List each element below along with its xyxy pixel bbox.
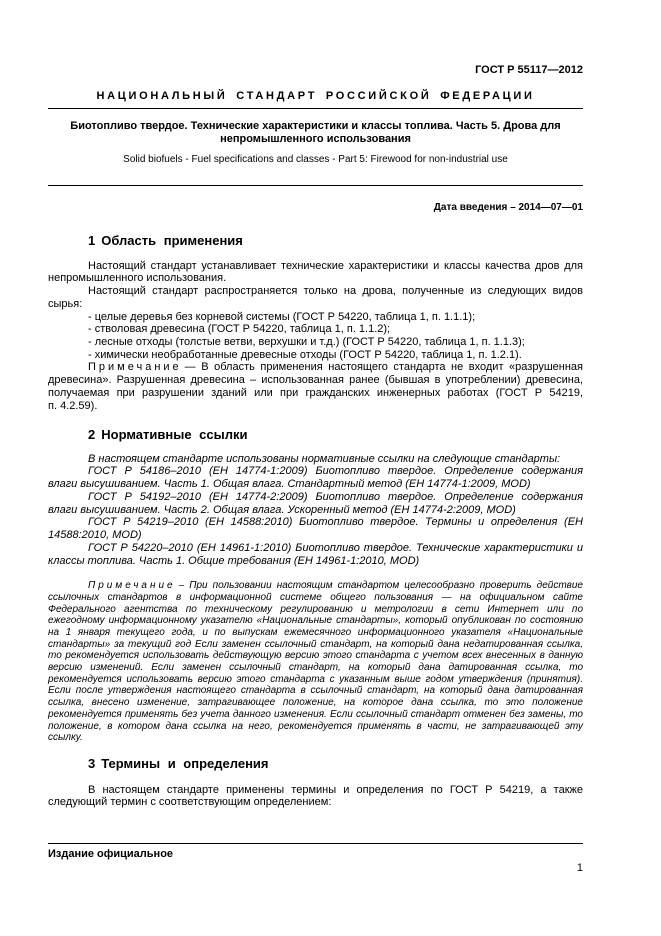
references-note-line: на 1 января текущего года, и по выпускам ежемесячного информационного указателя «Национальные [48,626,583,638]
section-1-body [48,260,583,413]
document-title-en: Solid biofuels - Fuel specifications and classes - Part 5: Firewood for non-industrial use [123,154,508,165]
reference-3-line-1: ГОСТ Р 54219–2010 (ЕН 14588:2010) Биотопливо твердое. Термины и определения (ЕН [88,516,583,529]
section-2-number: 2 [88,426,96,442]
references-note-line: ежегодному информационному указателю «Национальные стандарты», который опубликован по состоянию [48,615,583,627]
reference-2-line-1: ГОСТ Р 54192–2010 (ЕН 14774-2:2009) Биотопливо твердое. Определение содержания [88,490,583,503]
document-title-ru [48,120,583,146]
scope-note-line-3: получаемая при разрушении зданий или при гражданских инженерных работах (ГОСТ Р 54219, [48,386,583,399]
references-intro: В настоящем стандарте использованы нормативные ссылки на следующие стандарты: [88,452,561,465]
section-3-body [48,784,583,810]
references-note-line [48,580,583,592]
effective-date: Дата введения – 2014—07—01 [433,201,583,213]
footer-rule [48,843,583,844]
references-note-line: Если после утверждения настоящего стандарта в ссылочный стандарт, на который дана датированная [48,685,583,697]
section-1-heading [48,233,623,248]
reference-1-line-2: влаги высушиванием. Часть 1. Общая влага. Стандартный метод (ЕН 14774-1:2009, MOD) [48,478,531,491]
references-note-line: версию изменений. Если заменен ссылочный стандарт, на который дана датированная ссылка, то [48,662,583,674]
section-1-number: 1 [88,232,96,248]
scope-note-label: Примечание [88,361,182,374]
header-rule [48,108,583,109]
references-note-line: стандарты» за текущий год Если заменен ссылочный стандарт, на который дана недатированная ссылка, [48,638,583,650]
terms-para-line-1: В настоящем стандарте применены термины и определения по ГОСТ Р 54219, а также [88,783,583,796]
terms-para-line-2: следующий термин с соответствующим определением: [48,796,332,809]
references-note-line: положение, в котором дана ссылка на него, рекомендуется применять в части, не затрагивающей эту [48,720,583,732]
scope-para-2-line-2: сырья: [48,297,83,310]
section-1-title: Область применения [101,232,243,248]
title-ru-line-2: непромышленного использования [220,132,411,145]
scope-list-item: - целые деревья без корневой системы (ГОСТ Р 54220, таблица 1, п. 1.1.1); [88,310,476,323]
section-3-heading [48,756,623,771]
references-note-line: рекомендуется применять без учета данного изменения. Если ссылочный стандарт отменен без замены, то [48,708,583,720]
references-note-line: то рекомендуется использовать действующую версию этого стандарта с учетом всех внесенных в данную [48,650,583,662]
scope-para-1-line-2: непромышленного использования. [48,272,227,285]
references-note-line: рекомендуется использовать версию этого стандарта с указанным выше годом утверждения (принятия). [48,673,583,685]
section-2-title: Нормативные ссылки [101,426,248,442]
section-2-body [48,453,583,568]
scope-list-item: - стволовая древесина (ГОСТ Р 54220, таблица 1, п. 1.1.2); [88,323,391,336]
references-note-label: Примечание [88,580,176,592]
reference-3-line-2: 14588:2010, MOD) [48,529,142,542]
references-note-text: – При пользовании настоящим стандартом целесообразно проверить действие [178,580,583,592]
section-3-title: Термины и определения [101,755,269,771]
references-note [48,580,583,744]
section-2-heading [48,427,623,442]
title-ru-line-1: Биотопливо твердое. Технические характеристики и классы топлива. Часть 5. Дрова для [70,119,561,132]
references-note-line: ссылка, внесено изменение, затрагивающее положение, на которое дана ссылка, то это положение [48,697,583,709]
reference-4-line-2: классы топлива. Часть 1. Общие требования (ЕН 14961-1:2010, MOD) [48,554,420,567]
reference-2-line-2: влаги высушиванием. Часть 2. Общая влага. Ускоренный метод (ЕН 14774-2:2009, MOD) [48,503,516,516]
scope-para-1-line-1: Настоящий стандарт устанавливает технические характеристики и классы качества дров для [88,259,583,272]
scope-para-2-line-1: Настоящий стандарт распространяется только на дрова, полученные из следующих видов [88,285,583,298]
scope-note-line-2: древесина». Разрушенная древесина – использованная ранее (бывшая в употреблении) древесина, [48,374,583,387]
reference-4-line-1: ГОСТ Р 54220–2010 (ЕН 14961-1:2010) Биотопливо твердое. Технические характеристики и [88,541,583,554]
section-3-number: 3 [88,755,96,771]
page-number: 1 [576,861,583,874]
references-note-line: Федерального агентства по техническому регулированию и метрологии в сети Интернет или по [48,603,583,615]
scope-list-item: - лесные отходы (толстые ветви, верхушки и т.д.) (ГОСТ Р 54220, таблица 1, п. 1.1.3); [88,336,525,348]
official-edition-label: Издание официальное [48,847,174,860]
reference-1-line-1: ГОСТ Р 54186–2010 (ЕН 14774-1:2009) Биотопливо твердое. Определение содержания [88,465,583,478]
references-note-line: ссылочных стандартов в информационной системе общего пользования — на официальном сайте [48,591,583,603]
title-rule [48,185,583,186]
scope-note-line-4: п. 4.2.59). [48,399,98,412]
national-standard-heading: НАЦИОНАЛЬНЫЙ СТАНДАРТ РОССИЙСКОЙ ФЕДЕРАЦИИ [96,89,535,102]
scope-note-text: — В область применения настоящего стандарта не входит «разрушенная [184,361,583,374]
document-code: ГОСТ Р 55117—2012 [475,64,583,76]
references-note-line: ссылку. [48,732,83,744]
scope-list-item: - химически необработанные древесные отходы (ГОСТ Р 54220, таблица 1, п. 1.2.1). [88,348,522,361]
scope-note-line-1 [48,361,583,374]
